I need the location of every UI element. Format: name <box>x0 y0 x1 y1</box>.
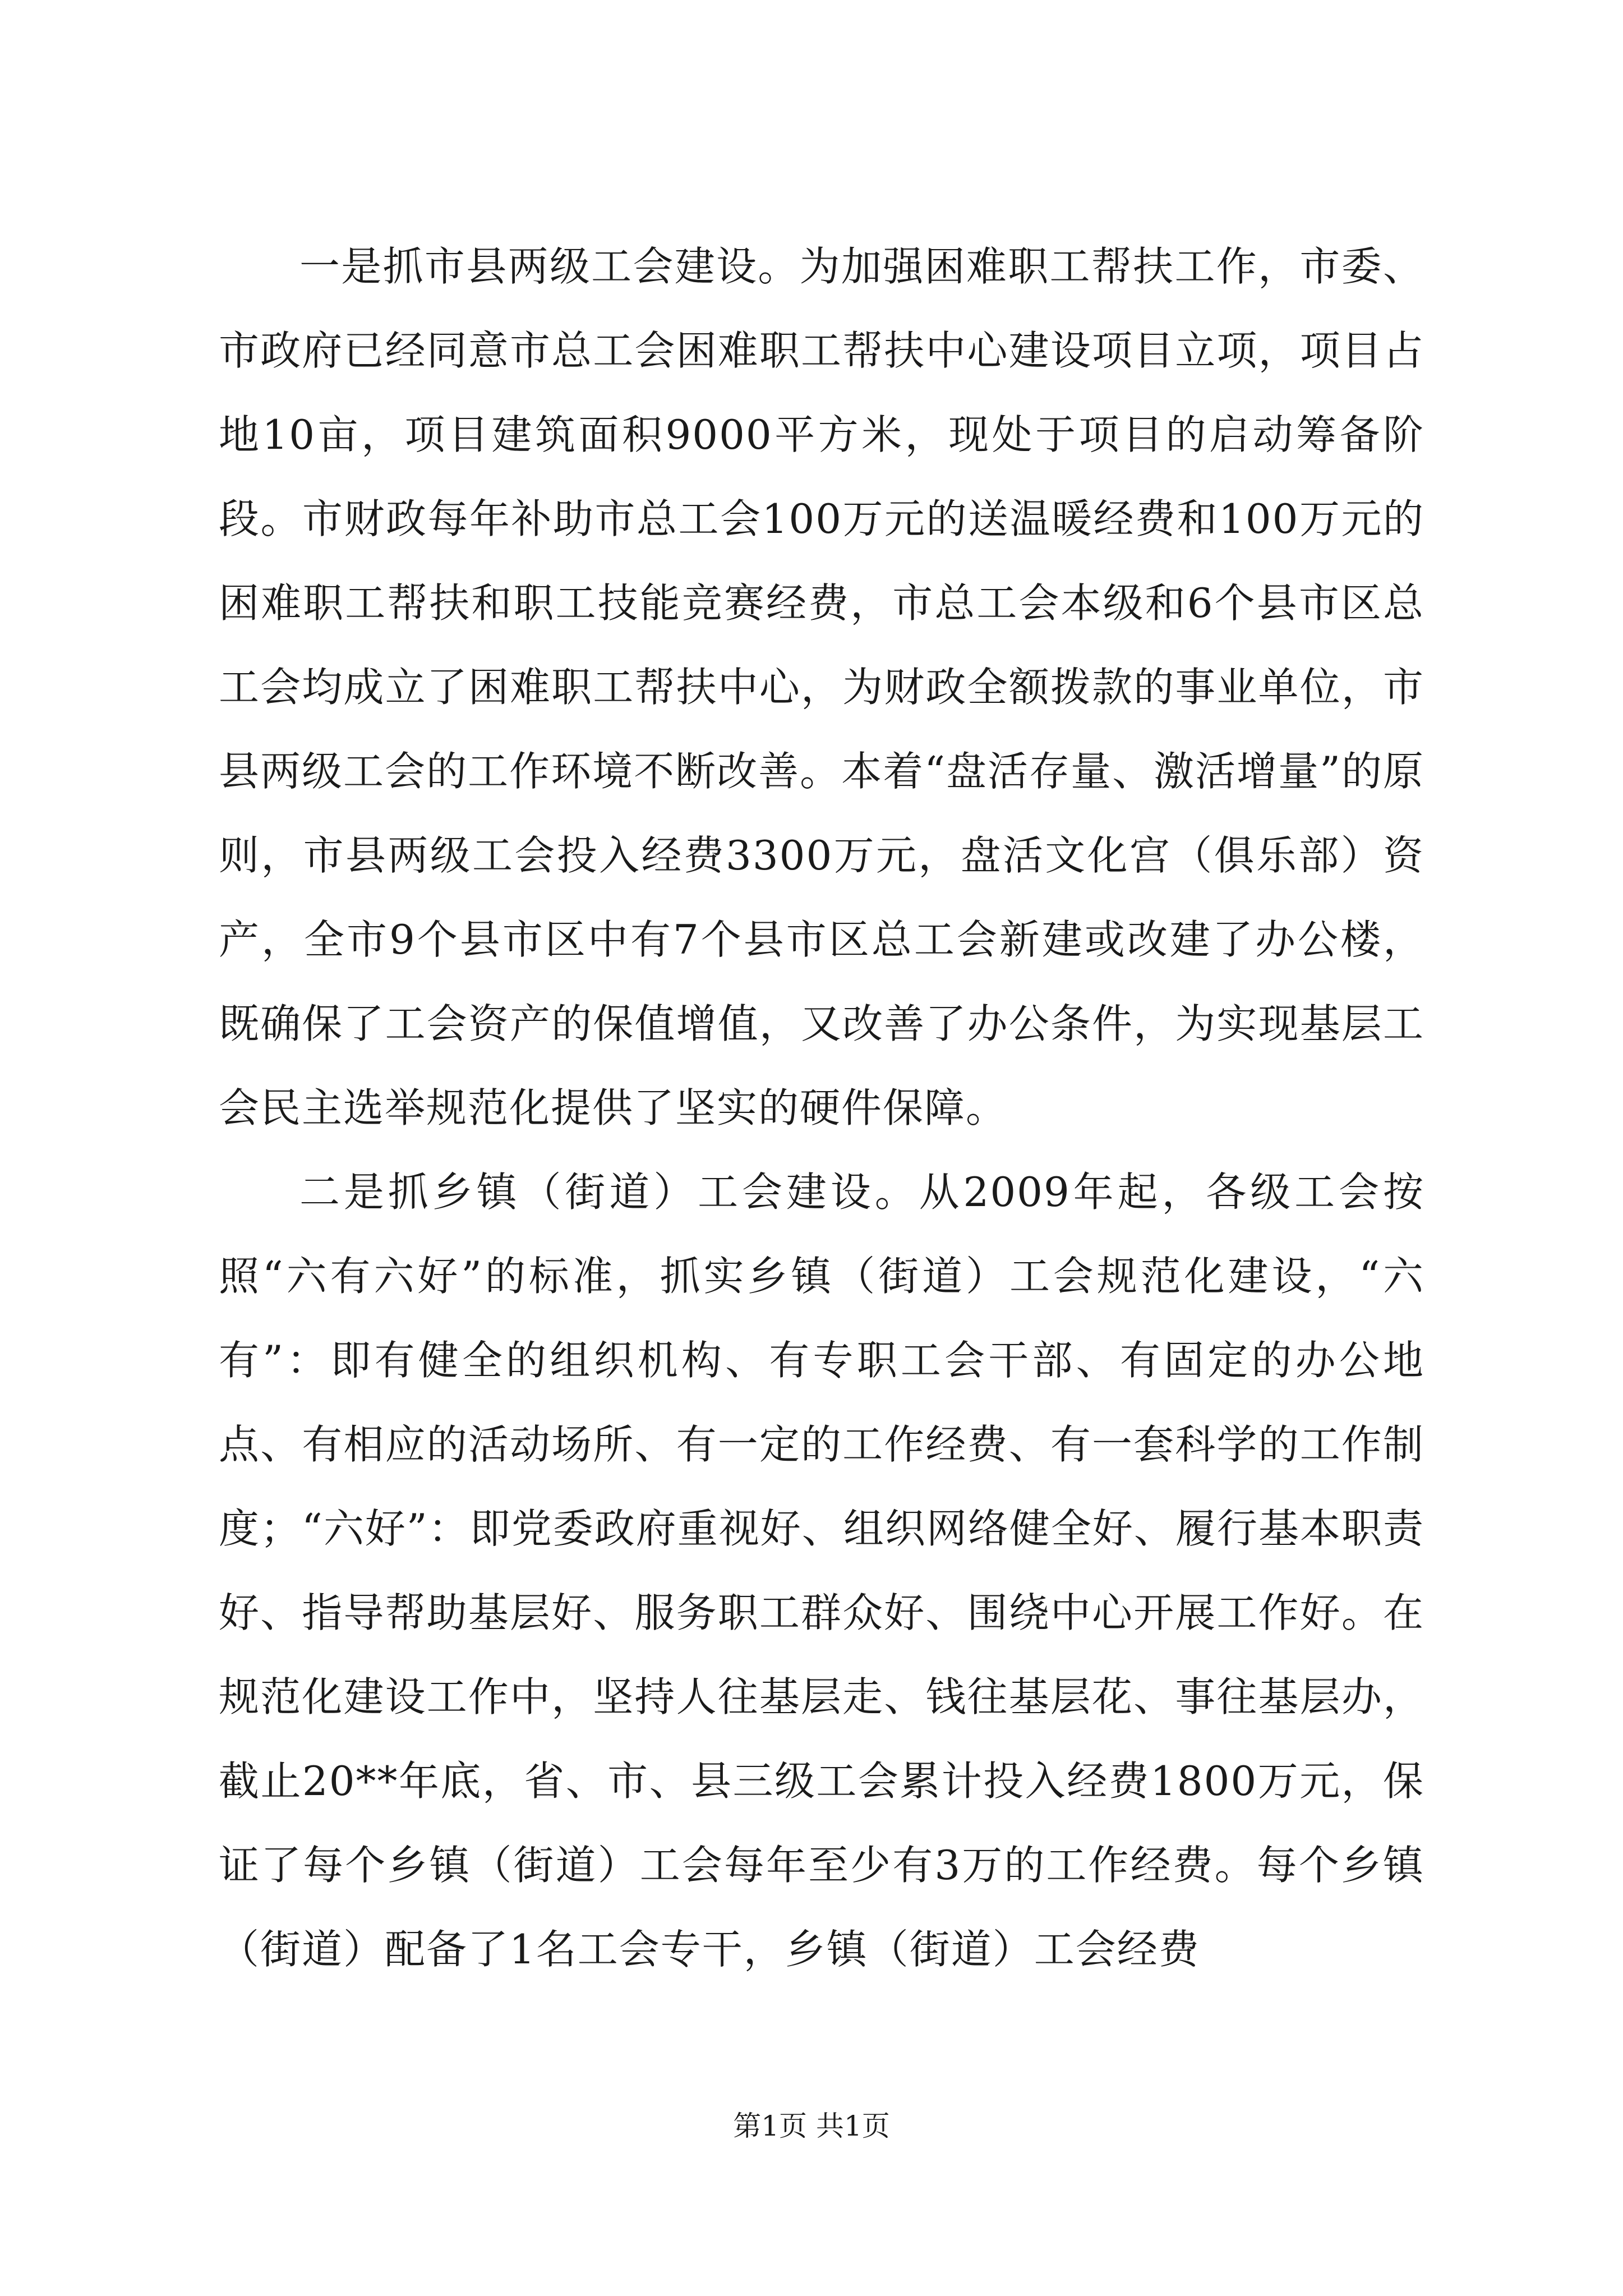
paragraph-1: 一是抓市县两级工会建设。为加强困难职工帮扶工作，市委、市政府已经同意市总工会困难职工帮扶中心建设项目立项，项目占地10亩，项目建筑面积9000平方米，现处于项目的启动筹备阶段。市财政每年补助市总工会100万元的送温暖经费和100万元的困难职工帮扶和职工技能竞赛经费，市总工会本级和6个县市区总工会均成立了困难职工帮扶中心，为财政全额拨款的事业单位，市县两级工会的工作环境不断改善。本着“盘活存量、激活增量”的原则，市县两级工会投入经费3300万元，盘活文化宫（俱乐部）资产，全市9个县市区中有7个县市区总工会新建或改建了办公楼，既确保了工会资产的保值增值，又改善了办公条件，为实现基层工会民主选举规范化提供了坚实的硬件保障。 <box>219 243 1424 1131</box>
paragraph-2: 二是抓乡镇（街道）工会建设。从2009年起，各级工会按照“六有六好”的标准，抓实乡镇（街道）工会规范化建设，“六有”：即有健全的组织机构、有专职工会干部、有固定的办公地点、有相应的活动场所、有一定的工作经费、有一套科学的工作制度；“六好”：即党委政府重视好、组织网络健全好、履行基本职责好、指导帮助基层好、服务职工群众好、围绕中心开展工作好。在规范化建设工作中，坚持人往基层走、钱往基层花、事往基层办，截止20**年底，省、市、县三级工会累计投入经费1800万元，保证了每个乡镇（街道）工会每年至少有3万的工作经费。每个乡镇（街道）配备了1名工会专干，乡镇（街道）工会经费 <box>219 1168 1424 1973</box>
page-footer: 第1页 共1页 <box>733 2110 890 2142</box>
document-body <box>219 224 1424 1991</box>
